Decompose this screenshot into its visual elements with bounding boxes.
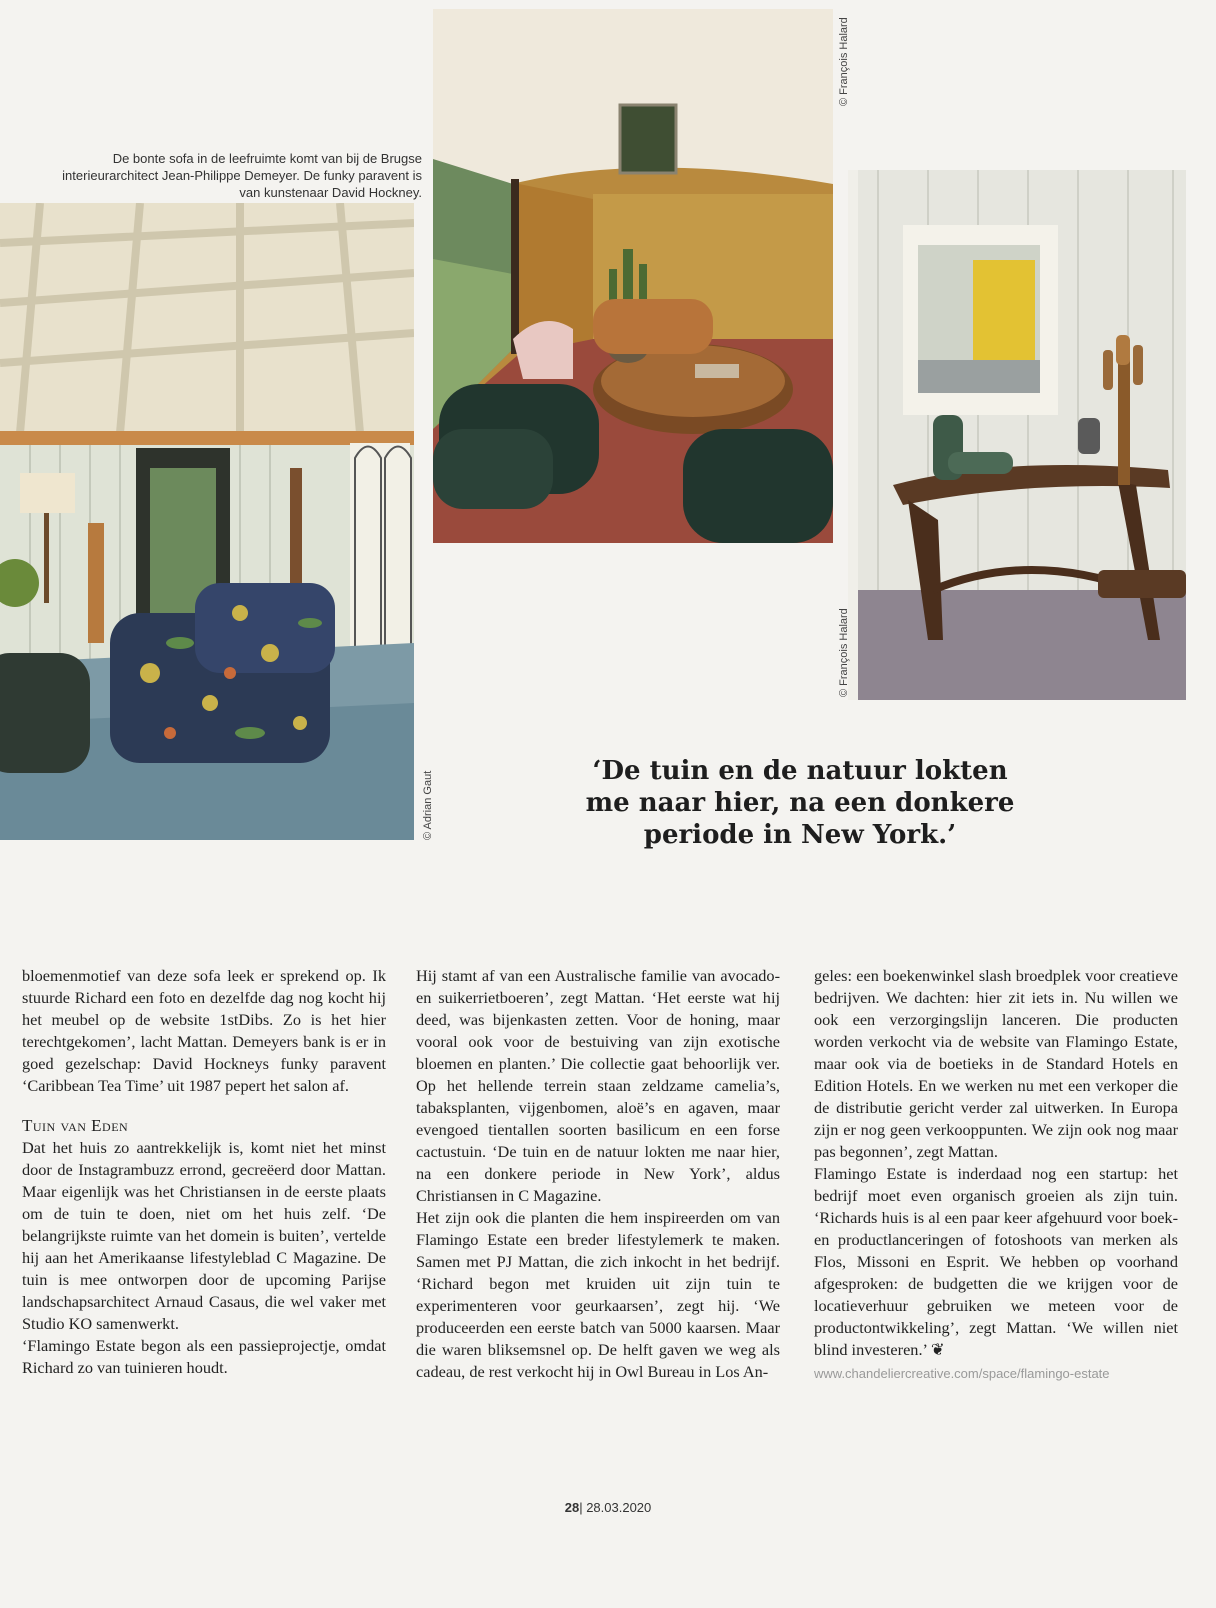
page-number: 28 (564, 1500, 580, 1515)
pull-quote-line-1: ‘De tuin en de natuur lokten (592, 756, 1008, 786)
paragraph-text: Flamingo Estate is inderdaad nog een startup: het bedrijf moet even organisch groeien als zijn tuin. ‘Richards huis is al een paar keer afgehuurd voor boek- en productlanceringen of fotoshoots van merken als Flos, Missoni en Esprit. We hebben op voorhand afgesproken: de budgetten die we krijgen voor de locatieverhuur gebruiken we meteen voor de productontwikkeling’, zegt Mattan. ‘We willen niet blind investeren.’ (814, 1164, 1178, 1359)
article-column-2 (416, 965, 780, 1383)
paragraph: Het zijn ook die planten die hem inspireerden om van Flamingo Estate een breder lifestylemerk te maken. Samen met PJ Mattan, die zich inkocht in het bedrijf. ‘Richard begon met kruiden uit zijn tuin te experimenteren voor geurkaarsen’, zegt hij. ‘We produceerden een eerste batch van 5000 kaarsen. Maar die waren bliksemsnel op. De helft gaven we weg als cadeau, de rest verkocht hij in Owl Bureau in Los An- (416, 1208, 780, 1381)
paragraph: Hij stamt af van een Australische familie van avocado- en suikerrietboeren’, zegt Mattan. ‘Het eerste wat hij deed, was bijenkasten zetten. Voor de honing, maar vooral ook voor de bestuiving van zijn exotische bloemen en planten.’ Die collectie gaat behoorlijk ver. Op het hellende terrein staan zeldzame camelia’s, tabaksplanten, vijgenbomen, aloë’s en agaven, maar evengoed tientallen soorten basilicum en een forse cactustuin. ‘De tuin en de natuur lokten me naar hier, na een donkere periode in New York’, aldus Christiansen in C Magazine. (416, 966, 780, 1205)
page-footer (0, 1500, 1216, 1515)
paragraph: ‘Flamingo Estate begon als een passieprojectje, omdat Richard zo van tuinieren houdt. (22, 1336, 386, 1377)
photo-orange-room (433, 9, 833, 543)
source-url[interactable]: www.chandeliercreative.com/space/flamingo-estate (814, 1366, 1110, 1381)
pull-quote (540, 755, 1060, 851)
photo-console-table (848, 170, 1186, 700)
end-mark-icon: ❦ (930, 1340, 945, 1359)
photo-caption: De bonte sofa in de leefruimte komt van bij de Brugse interieurarchitect Jean-Philippe Demeyer. De funky paravent is van kunstenaar David Hockney. (62, 151, 422, 200)
article-column-1 (22, 965, 386, 1379)
paragraph: geles: een boekenwinkel slash broedplek voor creatieve bedrijven. We dachten: hier zit iets in. Nu willen we ook een verzorgingslijn lanceren. Die producten worden verkocht via de website van Flamingo Estate, maar ook via de boetieks in de Standard Hotels en Edition Hotels. En we werken nu met een verkoper die de distributie gericht verder zal uitwerken. In Europa zijn er nog geen verkooppunten. We zijn ook nog maar pas begonnen’, zegt Mattan. (814, 966, 1178, 1161)
pull-quote-line-3: periode in New York.’ (643, 820, 957, 850)
issue-date: | 28.03.2020 (579, 1500, 652, 1515)
photo-living-room (0, 203, 414, 840)
section-subhead: Tuin van Eden (22, 1116, 129, 1135)
photo-credit-adrian-gaut: © Adrian Gaut (422, 770, 434, 840)
article-column-3 (814, 965, 1178, 1385)
paragraph: bloemenmotief van deze sofa leek er sprekend op. Ik stuurde Richard een foto en dezelfde dag nog kocht hij het meubel op de website 1stDibs. Zo is het hier terechtgekomen’, lacht Mattan. Demeyers bank is er in goed gezelschap: David Hockneys funky paravent ‘Caribbean Tea Time’ uit 1987 pepert het salon af. (22, 966, 386, 1095)
photo-credit-francois-halard-2: © François Halard (838, 608, 850, 697)
paragraph: Dat het huis zo aantrekkelijk is, komt niet het minst door de Instagrambuzz errond, gecreëerd door Mattan. Maar eigenlijk was het Christiansen in de eerste plaats om de tuin te doen, niet om het huis zelf. ‘De belangrijkste ruimte van het domein is buiten’, vertelde hij aan het Amerikaanse lifestyleblad C Magazine. De tuin is mee ontworpen door de upcoming Parijse landschapsarchitect Arnaud Casaus, die wel vaker met Studio KO samenwerkt. (22, 1138, 386, 1333)
pull-quote-line-2: me naar hier, na een donkere (585, 788, 1015, 818)
photo-credit-francois-halard-1: © François Halard (838, 17, 850, 106)
paragraph (814, 1163, 1178, 1361)
